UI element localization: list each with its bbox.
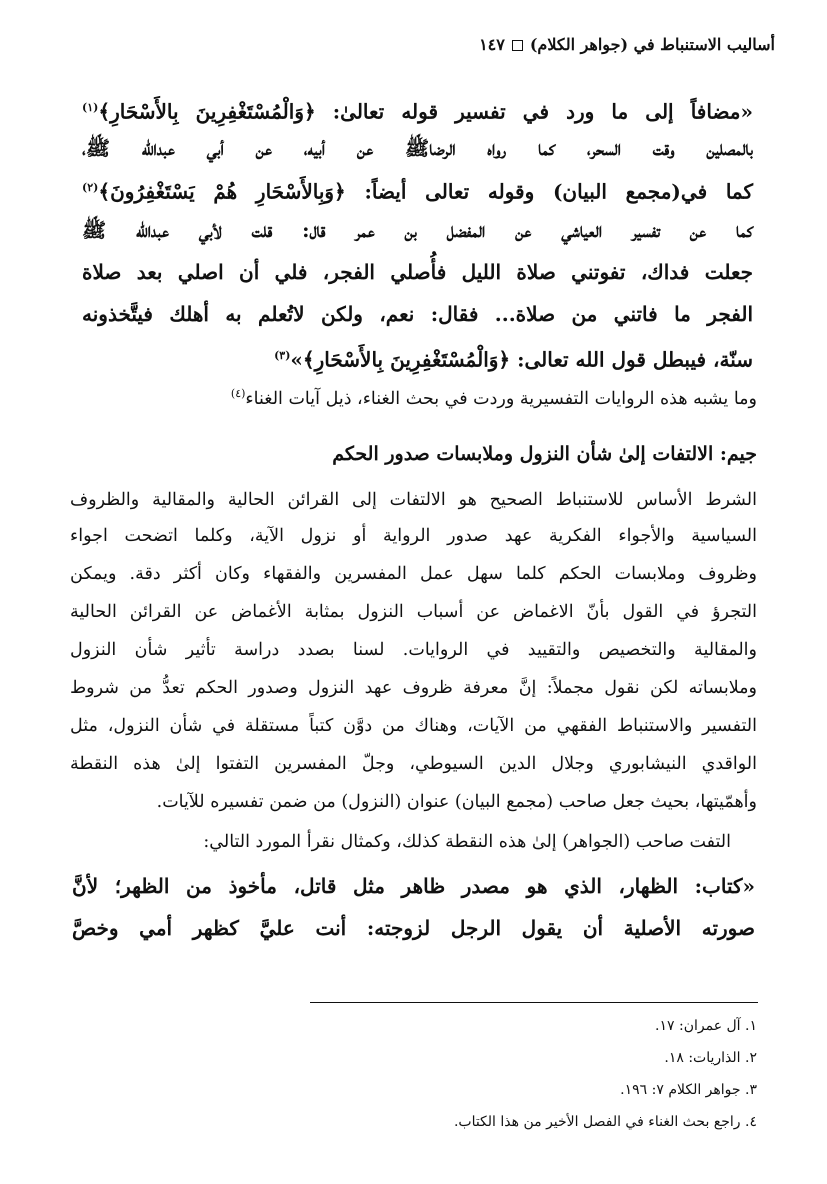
- paragraph-line: الشرط الأساس للاستنباط الصحيح هو الالتفات إلى القرائن الحالية والمقالية والظروف: [70, 490, 757, 510]
- quote-line: جعلت فداك، تفوتني صلاة الليل فأُصلي الفجر، فلي أن اصلي بعد صلاة: [82, 260, 753, 284]
- paragraph-line: وأهمّيتها، بحيث جعل صاحب (مجمع البيان) عنوان (النزول) من ضمن تفسيره للآيات.: [156, 792, 757, 812]
- paragraph-line: والمقالية والتخصيص والتقييد في الروايات. لسنا بصدد دراسة تأثير شأن النزول: [70, 640, 758, 660]
- footnote-divider: [310, 1002, 758, 1003]
- paragraph-line: وما يشبه هذه الروايات التفسيرية وردت في بحث الغناء، ذيل آيات الغناء$^{(٤)}$: [230, 387, 757, 409]
- paragraph-line: وملابساته لكن نقول مجملاً: إنَّ معرفة ظروف عهد النزول وصدور الحكم تعدُّ من شروط: [70, 678, 757, 698]
- paragraph-line: وظروف وملابسات الحكم كلما سهل عمل المفسرين والفقهاء وكان أكثر دقة. ويمكن: [70, 564, 757, 584]
- footnote-ref: (٤): [230, 387, 246, 400]
- quote-line: الفجر ما فاتني من صلاة... فقال: نعم، ولكن لاتُعلم به أهلك فيتَّخذونه: [82, 302, 753, 326]
- paragraph-line: التجرؤ في القول بأنّ الاغماض عن أسباب النزول بمثابة الأغماض عن القرائن الحالية: [70, 602, 757, 622]
- quote-line: «كتاب: الظهار، الذي هو مصدر ظاهر مثل قاتل، مأخوذ من الظهر؛ لأنَّ: [72, 874, 755, 898]
- footnote-ref: (٣): [274, 349, 291, 362]
- separator-square-icon: [512, 40, 523, 51]
- paragraph-line: التفسير والاستنباط الفقهي من الآيات، وهناك من دوَّن كتباً مستقلة في شأن النزول، مثل: [70, 716, 757, 736]
- quote-line: كما في(مجمع البيان) وقوله تعالى أيضاً: ﴿وَبِالأَسْحَارِ هُمْ يَسْتَغْفِرُونَ﴾$^{(٢)}$: [82, 179, 753, 204]
- footnote: ١. آل عمران: ١٧.: [655, 1018, 757, 1034]
- footnote: ٢. الذاريات: ١٨.: [664, 1050, 757, 1066]
- running-header: [52, 30, 775, 60]
- section-heading: جيم: الالتفات إلىٰ شأن النزول وملابسات صدور الحكم: [332, 443, 757, 465]
- paragraph-line: التفت صاحب (الجواهر) إلىٰ هذه النقطة كذلك، وكمثال نقرأ المورد التالي:: [203, 832, 731, 852]
- footnote-ref: (٢): [82, 181, 99, 194]
- paragraph-line: الواقدي النيشابوري وجلال الدين السيوطي، وجلّ المفسرين التفتوا إلىٰ هذه النقطة: [70, 754, 757, 774]
- quote-line: كما عن تفسير العياشي عن المفضل بن عمر قال: قلت لأبي عبدالله ﷺ: [82, 218, 753, 242]
- quote-line: «مضافاً إلى ما ورد في تفسير قوله تعالىٰ: ﴿وَالْمُسْتَغْفِرِينَ بِالأَسْحَارِ﴾$^{(١)}$: [82, 99, 753, 124]
- footnote: ٣. جواهر الكلام ٧: ١٩٦.: [620, 1082, 757, 1098]
- footnote-ref: (١): [82, 101, 99, 114]
- page-number: ١٤٧: [479, 35, 505, 54]
- footnote: ٤. راجع بحث الغناء في الفصل الأخير من هذا الكتاب.: [453, 1114, 757, 1130]
- quote-line: سنّة، فيبطل قول الله تعالى: ﴿وَالْمُسْتَغْفِرِينَ بِالأَسْحَارِ﴾»$^{(٣)}$: [274, 347, 753, 372]
- paragraph-line: السياسية والأجواء الفكرية عهد صدور الرواية أو نزول الآية، وكلما اتضحت اجواء: [70, 526, 757, 546]
- header-title: أساليب الاستنباط في (جواهر الكلام): [529, 35, 775, 54]
- quote-line: بالمصلين وقت السحر، كما رواه الرضاﷺ عن أبيه، عن أبي عبدالله ﷺ،: [82, 136, 753, 160]
- quote-line: صورته الأصلية أن يقول الرجل لزوجته: أنت عليَّ كظهر أمي وخصَّ: [72, 916, 755, 940]
